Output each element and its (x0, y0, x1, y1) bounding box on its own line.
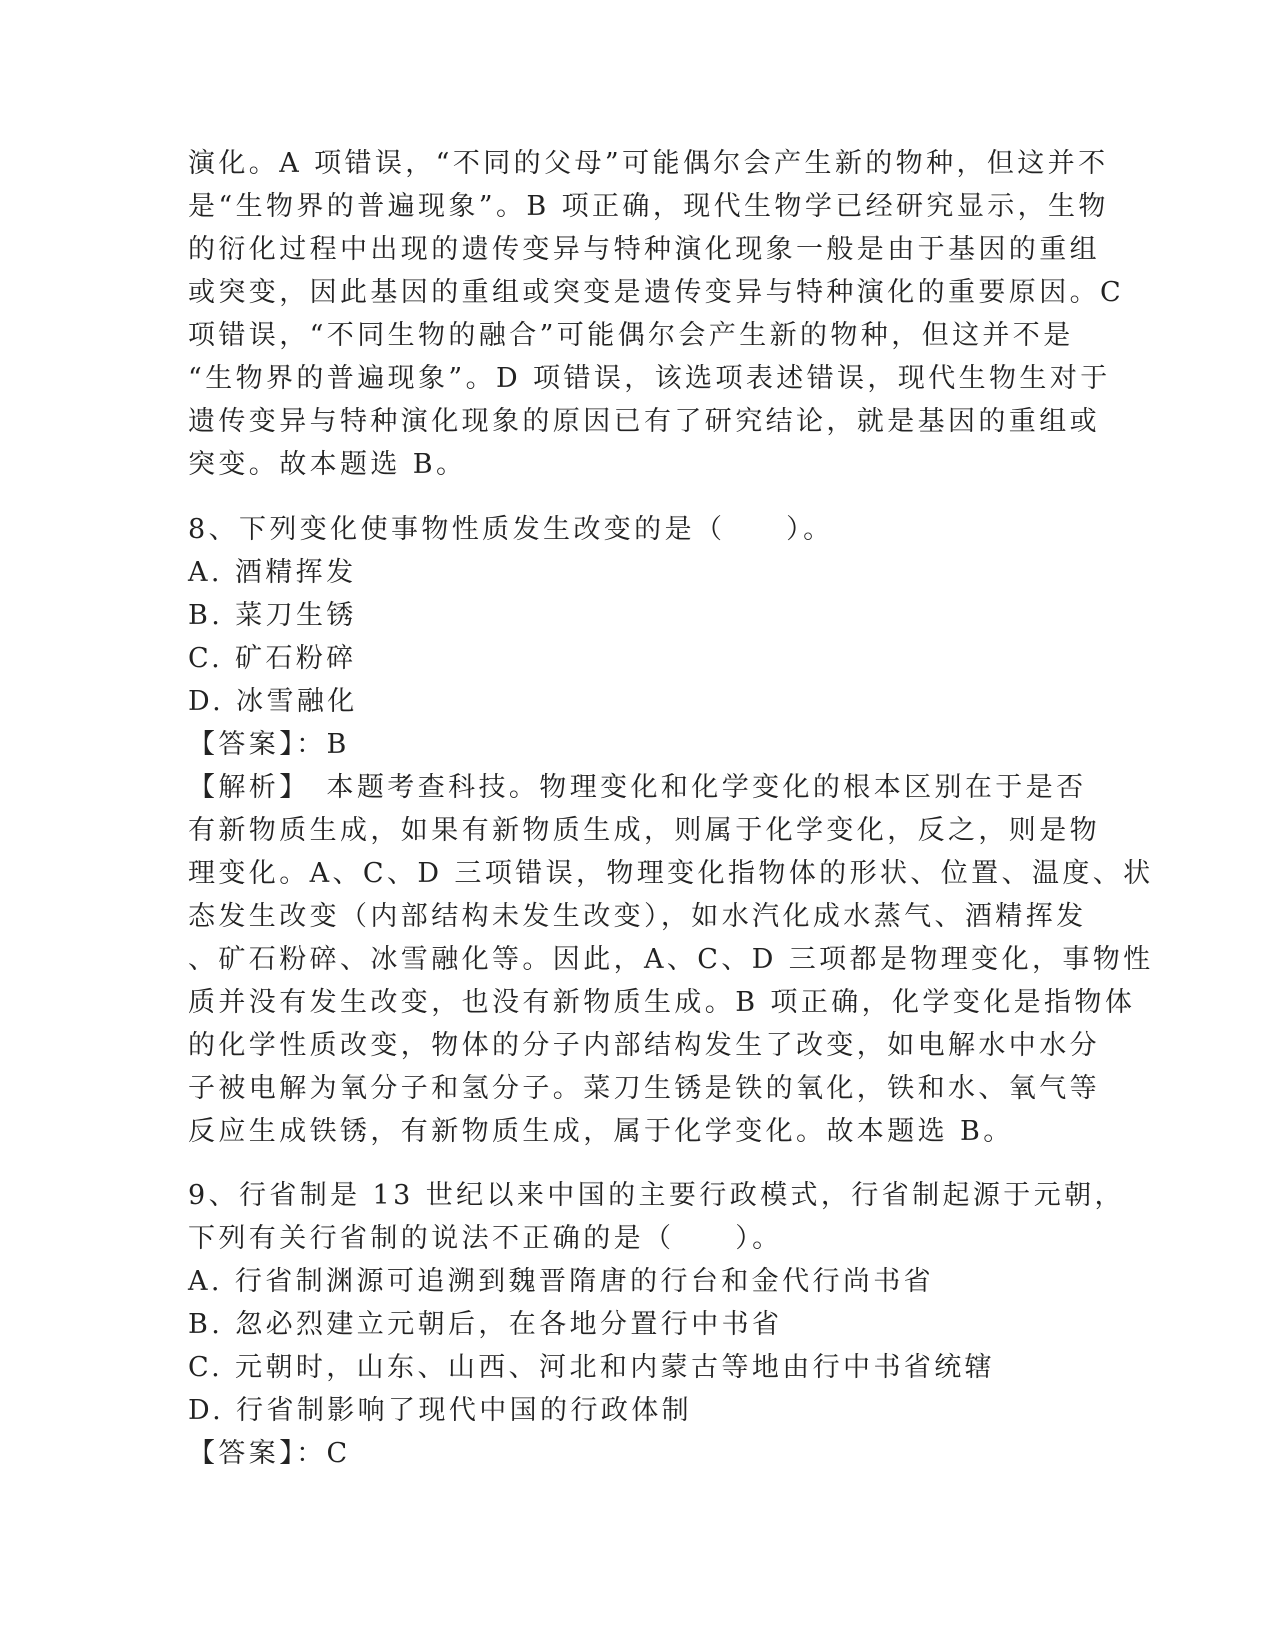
question-9 (188, 1174, 1125, 1475)
analysis-line: 理变化。A、C、D 三项错误，物理变化指物体的形状、位置、温度、状 (188, 858, 1154, 889)
option-b: B. 菜刀生锈 (188, 600, 357, 631)
paragraph-line: 或突变，因此基因的重组或突变是遗传变异与特种演化的重要原因。C (188, 277, 1125, 308)
question-stem: 下列有关行省制的说法不正确的是（ ）。 (188, 1223, 783, 1254)
option-a: A. 行省制渊源可追溯到魏晋隋唐的行台和金代行尚书省 (188, 1266, 935, 1297)
option-b: B. 忽必烈建立元朝后，在各地分置行中书省 (188, 1309, 783, 1340)
question-stem: 9、行省制是 13 世纪以来中国的主要行政模式，行省制起源于元朝， (188, 1180, 1125, 1211)
paragraph-line: 是“生物界的普遍现象”。B 项正确，现代生物学已经研究显示，生物 (188, 191, 1109, 222)
paragraph-line: 项错误，“不同生物的融合”可能偶尔会产生新的物种，但这并不是 (188, 320, 1074, 351)
option-c: C. 元朝时，山东、山西、河北和内蒙古等地由行中书省统辖 (188, 1352, 996, 1383)
analysis-line: 质并没有发生改变，也没有新物质生成。B 项正确，化学变化是指物体 (188, 987, 1136, 1018)
question-8 (188, 508, 1154, 1153)
analysis-line: 反应生成铁锈，有新物质生成，属于化学变化。故本题选 B。 (188, 1116, 1014, 1147)
analysis-line: 的化学性质改变，物体的分子内部结构发生了改变，如电解水中水分 (188, 1030, 1100, 1061)
analysis-line: 【解析】 本题考查科技。物理变化和化学变化的根本区别在于是否 (188, 772, 1087, 803)
paragraph-line: 遗传变异与特种演化现象的原因已有了研究结论，就是基因的重组或 (188, 406, 1100, 437)
analysis-line: 态发生改变（内部结构未发生改变），如水汽化成水蒸气、酒精挥发 (188, 901, 1087, 932)
analysis-line: 子被电解为氧分子和氢分子。菜刀生锈是铁的氧化，铁和水、氧气等 (188, 1073, 1100, 1104)
analysis-line: 、矿石粉碎、冰雪融化等。因此，A、C、D 三项都是物理变化，事物性 (188, 944, 1154, 975)
previous-question-analysis (188, 142, 1125, 486)
paragraph-line: 演化。A 项错误，“不同的父母”可能偶尔会产生新的物种，但这并不 (188, 148, 1109, 179)
analysis-line: 有新物质生成，如果有新物质生成，则属于化学变化，反之，则是物 (188, 815, 1100, 846)
option-a: A. 酒精挥发 (188, 557, 357, 588)
answer-line: 【答案】：C (188, 1438, 351, 1469)
option-c: C. 矿石粉碎 (188, 643, 357, 674)
question-stem: 8、下列变化使事物性质发生改变的是（ ）。 (188, 514, 834, 545)
paragraph-line: 的衍化过程中出现的遗传变异与特种演化现象一般是由于基因的重组 (188, 234, 1100, 265)
text-column (188, 142, 1154, 1475)
paragraph-line: 突变。故本题选 B。 (188, 449, 467, 480)
option-d: D. 冰雪融化 (188, 686, 358, 717)
option-d: D. 行省制影响了现代中国的行政体制 (188, 1395, 693, 1426)
paragraph-line: “生物界的普遍现象”。D 项错误，该选项表述错误，现代生物生对于 (188, 363, 1111, 394)
answer-line: 【答案】：B (188, 729, 350, 760)
